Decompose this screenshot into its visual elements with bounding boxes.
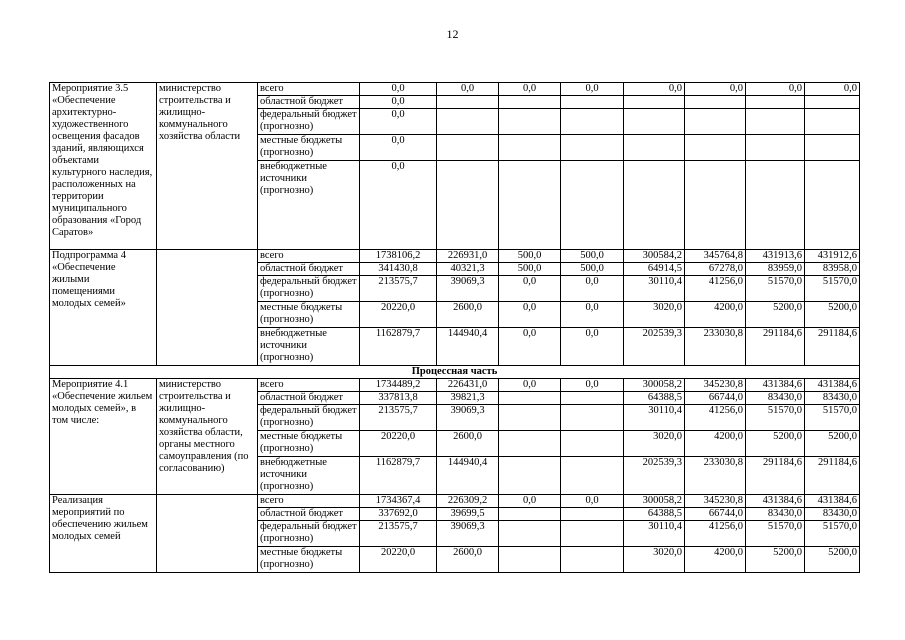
year-value-cell: 83430,0 <box>746 392 805 405</box>
total-cell: 341430,8 <box>360 263 437 276</box>
total-cell: 1162879,7 <box>360 457 437 495</box>
year-value-cell <box>805 161 860 250</box>
year-value-cell: 5200,0 <box>746 547 805 573</box>
funding-source-cell: федеральный бюджет (прогнозно) <box>258 109 360 135</box>
funding-source-cell: местные бюджеты (прогнозно) <box>258 431 360 457</box>
total-cell: 0,0 <box>360 109 437 135</box>
year-value-cell: 291184,6 <box>746 328 805 366</box>
year-value-cell: 41256,0 <box>685 276 746 302</box>
table-row <box>50 379 860 392</box>
table-row <box>50 83 860 96</box>
year-value-cell: 291184,6 <box>805 457 860 495</box>
year-value-cell: 431912,6 <box>805 250 860 263</box>
year-value-cell <box>685 161 746 250</box>
year-value-cell: 300058,2 <box>624 379 685 392</box>
year-value-cell: 291184,6 <box>805 328 860 366</box>
year-value-cell: 39069,3 <box>437 405 499 431</box>
year-value-cell: 500,0 <box>499 263 561 276</box>
budget-table <box>49 82 860 573</box>
year-value-cell: 345764,8 <box>685 250 746 263</box>
funding-source-cell: всего <box>258 83 360 96</box>
year-value-cell: 0,0 <box>561 302 624 328</box>
funding-source-cell: внебюджетные источники (прогнозно) <box>258 457 360 495</box>
year-value-cell: 0,0 <box>624 83 685 96</box>
year-value-cell <box>499 392 561 405</box>
year-value-cell: 0,0 <box>437 83 499 96</box>
year-value-cell: 39699,5 <box>437 508 499 521</box>
year-value-cell: 64914,5 <box>624 263 685 276</box>
year-value-cell: 300058,2 <box>624 495 685 508</box>
year-value-cell <box>746 109 805 135</box>
year-value-cell: 30110,4 <box>624 521 685 547</box>
year-value-cell <box>561 392 624 405</box>
year-value-cell: 66744,0 <box>685 392 746 405</box>
year-value-cell: 300584,2 <box>624 250 685 263</box>
year-value-cell: 202539,3 <box>624 457 685 495</box>
year-value-cell: 51570,0 <box>746 405 805 431</box>
year-value-cell <box>561 109 624 135</box>
page-number: 12 <box>446 27 459 41</box>
year-value-cell: 64388,5 <box>624 508 685 521</box>
year-value-cell: 2600,0 <box>437 302 499 328</box>
year-value-cell: 83430,0 <box>805 392 860 405</box>
year-value-cell <box>499 547 561 573</box>
year-value-cell: 431384,6 <box>805 495 860 508</box>
funding-source-cell: областной бюджет <box>258 96 360 109</box>
total-cell: 20220,0 <box>360 431 437 457</box>
year-value-cell: 5200,0 <box>746 431 805 457</box>
program-name-cell: Мероприятие 4.1 «Обеспечение жильем молодых семей», в том числе: <box>50 379 157 495</box>
year-value-cell: 0,0 <box>746 83 805 96</box>
year-value-cell <box>805 109 860 135</box>
total-cell: 1734367,4 <box>360 495 437 508</box>
executor-cell <box>157 495 258 573</box>
year-value-cell <box>499 431 561 457</box>
year-value-cell: 2600,0 <box>437 547 499 573</box>
total-cell: 1734489,2 <box>360 379 437 392</box>
year-value-cell <box>437 161 499 250</box>
total-cell: 0,0 <box>360 83 437 96</box>
executor-cell: министерство строительства и жилищно-коммунального хозяйства области, органы местного самоуправления (по согласованию) <box>157 379 258 495</box>
year-value-cell: 83430,0 <box>805 508 860 521</box>
year-value-cell <box>746 161 805 250</box>
year-value-cell <box>685 96 746 109</box>
funding-source-cell: областной бюджет <box>258 392 360 405</box>
year-value-cell: 64388,5 <box>624 392 685 405</box>
year-value-cell: 291184,6 <box>746 457 805 495</box>
year-value-cell: 431384,6 <box>746 379 805 392</box>
section-row <box>50 366 860 379</box>
year-value-cell <box>499 96 561 109</box>
funding-source-cell: местные бюджеты (прогнозно) <box>258 302 360 328</box>
year-value-cell: 202539,3 <box>624 328 685 366</box>
year-value-cell: 51570,0 <box>746 521 805 547</box>
funding-source-cell: местные бюджеты (прогнозно) <box>258 135 360 161</box>
year-value-cell: 66744,0 <box>685 508 746 521</box>
executor-cell: министерство строительства и жилищно-коммунального хозяйства области <box>157 83 258 250</box>
year-value-cell <box>499 521 561 547</box>
year-value-cell: 4200,0 <box>685 431 746 457</box>
funding-source-cell: федеральный бюджет (прогнозно) <box>258 405 360 431</box>
total-cell: 213575,7 <box>360 405 437 431</box>
year-value-cell: 0,0 <box>499 276 561 302</box>
year-value-cell: 39069,3 <box>437 521 499 547</box>
year-value-cell <box>561 508 624 521</box>
year-value-cell <box>499 405 561 431</box>
total-cell: 1738106,2 <box>360 250 437 263</box>
total-cell: 337692,0 <box>360 508 437 521</box>
year-value-cell: 5200,0 <box>805 302 860 328</box>
year-value-cell <box>561 161 624 250</box>
year-value-cell: 5200,0 <box>805 431 860 457</box>
year-value-cell: 0,0 <box>561 328 624 366</box>
year-value-cell: 39821,3 <box>437 392 499 405</box>
year-value-cell <box>561 96 624 109</box>
year-value-cell <box>805 96 860 109</box>
year-value-cell: 0,0 <box>499 302 561 328</box>
year-value-cell: 226431,0 <box>437 379 499 392</box>
year-value-cell <box>437 135 499 161</box>
year-value-cell <box>499 135 561 161</box>
year-value-cell <box>685 135 746 161</box>
year-value-cell: 51570,0 <box>805 521 860 547</box>
funding-source-cell: областной бюджет <box>258 263 360 276</box>
year-value-cell: 0,0 <box>561 495 624 508</box>
year-value-cell <box>561 521 624 547</box>
table-row <box>50 250 860 263</box>
year-value-cell: 67278,0 <box>685 263 746 276</box>
year-value-cell: 431913,6 <box>746 250 805 263</box>
total-cell: 213575,7 <box>360 276 437 302</box>
year-value-cell: 0,0 <box>685 83 746 96</box>
year-value-cell: 41256,0 <box>685 405 746 431</box>
total-cell: 213575,7 <box>360 521 437 547</box>
year-value-cell <box>499 508 561 521</box>
year-value-cell: 39069,3 <box>437 276 499 302</box>
year-value-cell: 345230,8 <box>685 379 746 392</box>
year-value-cell <box>685 109 746 135</box>
year-value-cell: 3020,0 <box>624 302 685 328</box>
year-value-cell: 30110,4 <box>624 405 685 431</box>
funding-source-cell: внебюджетные источники (прогнозно) <box>258 328 360 366</box>
year-value-cell <box>561 135 624 161</box>
total-cell: 0,0 <box>360 135 437 161</box>
year-value-cell: 3020,0 <box>624 431 685 457</box>
year-value-cell: 500,0 <box>561 263 624 276</box>
year-value-cell: 5200,0 <box>746 302 805 328</box>
program-name-cell: Реализация мероприятий по обеспечению жильем молодых семей <box>50 495 157 573</box>
year-value-cell: 0,0 <box>499 495 561 508</box>
year-value-cell: 226309,2 <box>437 495 499 508</box>
year-value-cell <box>624 109 685 135</box>
year-value-cell: 0,0 <box>561 83 624 96</box>
total-cell: 0,0 <box>360 96 437 109</box>
year-value-cell: 431384,6 <box>805 379 860 392</box>
year-value-cell: 83958,0 <box>805 263 860 276</box>
year-value-cell: 83430,0 <box>746 508 805 521</box>
year-value-cell: 233030,8 <box>685 457 746 495</box>
funding-source-cell: всего <box>258 250 360 263</box>
funding-source-cell: внебюджетные источники (прогнозно) <box>258 161 360 250</box>
year-value-cell: 0,0 <box>561 276 624 302</box>
year-value-cell: 41256,0 <box>685 521 746 547</box>
total-cell: 0,0 <box>360 161 437 250</box>
year-value-cell <box>624 161 685 250</box>
year-value-cell: 431384,6 <box>746 495 805 508</box>
table-row <box>50 495 860 508</box>
year-value-cell <box>805 135 860 161</box>
year-value-cell: 144940,4 <box>437 328 499 366</box>
year-value-cell <box>437 109 499 135</box>
year-value-cell: 51570,0 <box>805 405 860 431</box>
funding-source-cell: местные бюджеты (прогнозно) <box>258 547 360 573</box>
funding-source-cell: областной бюджет <box>258 508 360 521</box>
year-value-cell: 83959,0 <box>746 263 805 276</box>
funding-source-cell: всего <box>258 379 360 392</box>
program-name-cell: Мероприятие 3.5 «Обеспечение архитектурно-художественного освещения фасадов зданий, являющихся объектами культурного наследия, расположенных на территории муниципального образования «Город Саратов» <box>50 83 157 250</box>
funding-source-cell: федеральный бюджет (прогнозно) <box>258 276 360 302</box>
year-value-cell: 51570,0 <box>805 276 860 302</box>
year-value-cell: 4200,0 <box>685 302 746 328</box>
year-value-cell <box>561 457 624 495</box>
year-value-cell: 0,0 <box>805 83 860 96</box>
funding-source-cell: всего <box>258 495 360 508</box>
year-value-cell <box>561 547 624 573</box>
year-value-cell: 3020,0 <box>624 547 685 573</box>
year-value-cell <box>437 96 499 109</box>
year-value-cell: 0,0 <box>561 379 624 392</box>
year-value-cell: 51570,0 <box>746 276 805 302</box>
total-cell: 337813,8 <box>360 392 437 405</box>
year-value-cell <box>499 161 561 250</box>
section-title: Процессная часть <box>50 366 860 379</box>
year-value-cell <box>561 405 624 431</box>
funding-source-cell: федеральный бюджет (прогнозно) <box>258 521 360 547</box>
year-value-cell <box>746 96 805 109</box>
year-value-cell: 0,0 <box>499 83 561 96</box>
year-value-cell: 0,0 <box>499 328 561 366</box>
year-value-cell: 226931,0 <box>437 250 499 263</box>
year-value-cell: 500,0 <box>499 250 561 263</box>
executor-cell <box>157 250 258 366</box>
year-value-cell <box>746 135 805 161</box>
year-value-cell: 144940,4 <box>437 457 499 495</box>
year-value-cell <box>499 457 561 495</box>
year-value-cell: 40321,3 <box>437 263 499 276</box>
total-cell: 20220,0 <box>360 547 437 573</box>
year-value-cell: 500,0 <box>561 250 624 263</box>
year-value-cell: 2600,0 <box>437 431 499 457</box>
total-cell: 1162879,7 <box>360 328 437 366</box>
year-value-cell: 4200,0 <box>685 547 746 573</box>
program-name-cell: Подпрограмма 4 «Обеспечение жилыми помещениями молодых семей» <box>50 250 157 366</box>
year-value-cell: 233030,8 <box>685 328 746 366</box>
year-value-cell: 0,0 <box>499 379 561 392</box>
year-value-cell: 5200,0 <box>805 547 860 573</box>
year-value-cell: 345230,8 <box>685 495 746 508</box>
year-value-cell: 30110,4 <box>624 276 685 302</box>
year-value-cell <box>624 96 685 109</box>
year-value-cell <box>561 431 624 457</box>
total-cell: 20220,0 <box>360 302 437 328</box>
year-value-cell <box>499 109 561 135</box>
year-value-cell <box>624 135 685 161</box>
